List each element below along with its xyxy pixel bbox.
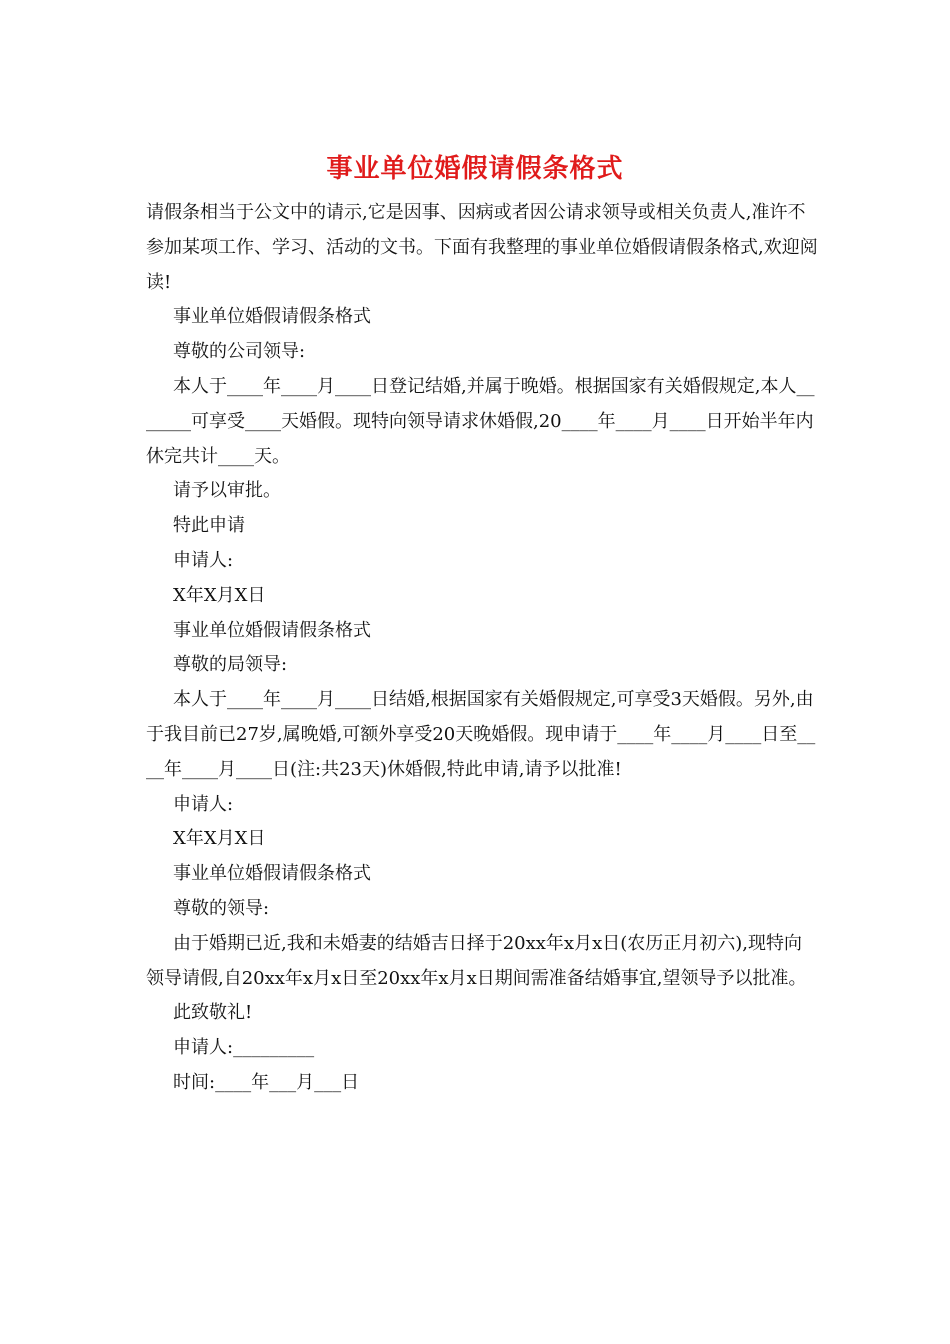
letter-body-3: 由于婚期已近,我和未婚妻的结婚吉日择于20xx年x月x日(农历正月初六),现特向领导请假,自20xx年x月x日至20xx年x月x日期间需准备结婚事宜,望领导予以批准。 [146, 932, 807, 989]
section-heading-2: 事业单位婚假请假条格式 [173, 619, 371, 641]
document-title: 事业单位婚假请假条格式 [326, 154, 624, 184]
letter-body-1: 本人于____年____月____日登记结婚,并属于晚婚。根据国家有关婚假规定,本人_______可享受____天婚假。现特向领导请求休婚假,20____年____月____日开始半年内休完共计____天。 [146, 375, 815, 467]
date-line-2: X年X月X日 [173, 828, 266, 850]
closing-greeting-3: 此致敬礼! [173, 1002, 253, 1024]
date-line-3: 时间:____年___月___日 [173, 1071, 360, 1093]
applicant-label-2: 申请人: [173, 793, 234, 815]
salutation-2: 尊敬的局领导: [173, 654, 288, 676]
closing-statement-1: 特此申请 [173, 515, 245, 537]
document-body [146, 196, 818, 1101]
closing-request-1: 请予以审批。 [173, 480, 281, 502]
salutation-1: 尊敬的公司领导: [173, 341, 306, 363]
date-line-1: X年X月X日 [173, 584, 266, 606]
section-heading-1: 事业单位婚假请假条格式 [173, 306, 371, 328]
applicant-label-1: 申请人: [173, 549, 234, 571]
section-heading-3: 事业单位婚假请假条格式 [173, 863, 371, 885]
applicant-label-3: 申请人:_________ [173, 1037, 315, 1059]
intro-paragraph: 请假条相当于公文中的请示,它是因事、因病或者因公请求领导或相关负责人,准许不参加某项工作、学习、活动的文书。下面有我整理的事业单位婚假请假条格式,欢迎阅读! [146, 202, 818, 293]
salutation-3: 尊敬的领导: [173, 897, 270, 919]
letter-body-2: 本人于____年____月____日结婚,根据国家有关婚假规定,可享受3天婚假。另外,由于我目前已27岁,属晚婚,可额外享受20天晚婚假。现申请于____年____月____日至____年____月____日(注:共23天)休婚假,特此申请,请予以批准! [146, 689, 816, 780]
